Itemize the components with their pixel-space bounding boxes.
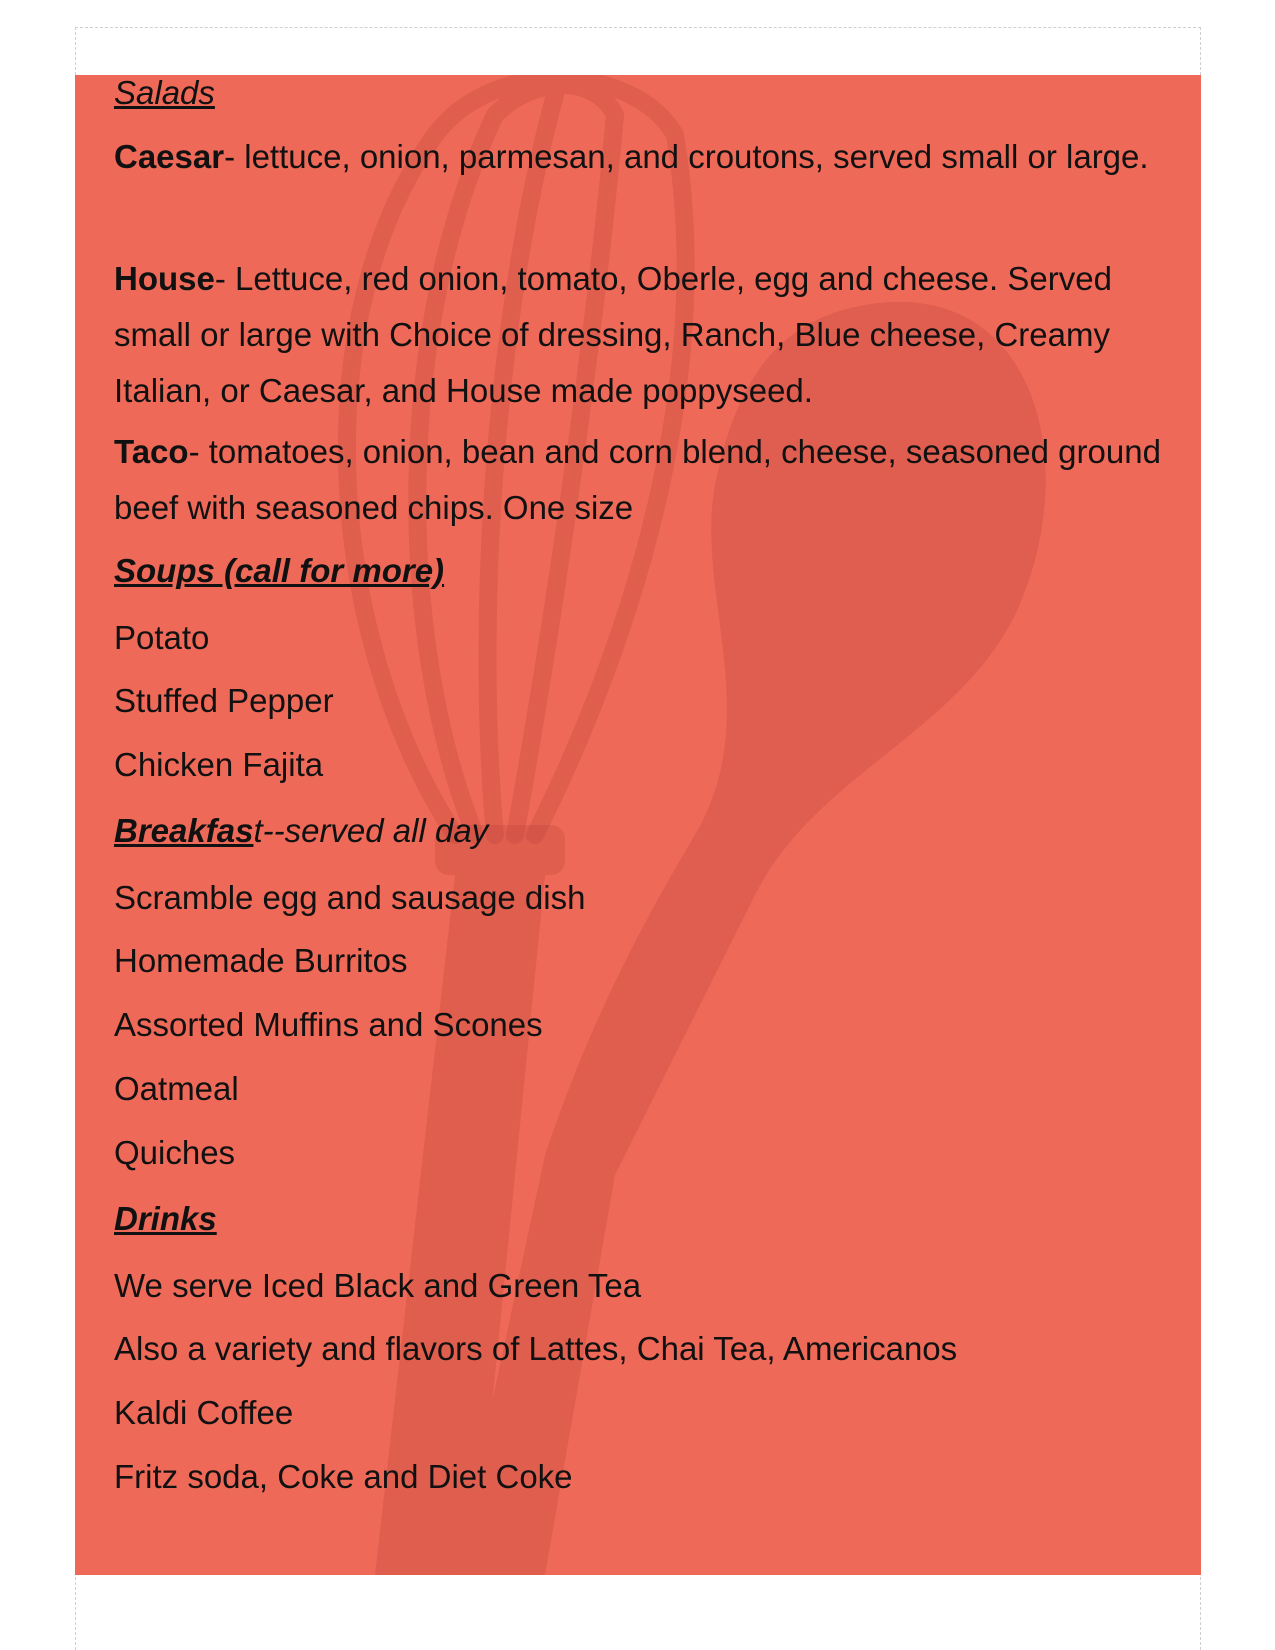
menu-item-caesar	[114, 129, 1164, 185]
item-name: Caesar	[114, 138, 225, 175]
item-description: - Lettuce, red onion, tomato, Oberle, egg and cheese. Served small or large with Choice of dressing, Ranch, Blue cheese, Creamy Italian, or Caesar, and House made poppyseed.	[114, 260, 1112, 409]
list-item: Homemade Burritos	[114, 942, 408, 979]
list-item: Also a variety and flavors of Lattes, Chai Tea, Americanos	[114, 1330, 958, 1367]
item-name: Taco	[114, 433, 189, 470]
list-item: Scramble egg and sausage dish	[114, 879, 586, 916]
list-item: Oatmeal	[114, 1070, 239, 1107]
breakfast-heading-bold: Breakfas	[114, 812, 254, 849]
breakfast-heading	[114, 803, 488, 859]
item-description: - tomatoes, onion, bean and corn blend, cheese, seasoned ground beef with seasoned chips. One size	[114, 433, 1161, 526]
item-description: - lettuce, onion, parmesan, and croutons, served small or large.	[224, 138, 1149, 175]
breakfast-heading-rest: t--served all day	[253, 812, 489, 849]
list-item: We serve Iced Black and Green Tea	[114, 1267, 642, 1304]
drinks-heading: Drinks	[114, 1200, 217, 1237]
list-item: Quiches	[114, 1134, 236, 1171]
soups-heading: Soups (call for more)	[114, 552, 445, 589]
menu-panel	[75, 75, 1201, 1575]
list-item: Potato	[114, 619, 210, 656]
list-item: Assorted Muffins and Scones	[114, 1006, 543, 1043]
item-name: House	[114, 260, 215, 297]
list-item: Kaldi Coffee	[114, 1394, 294, 1431]
salads-heading: Salads	[114, 75, 215, 111]
menu-item-taco	[114, 424, 1164, 536]
list-item: Stuffed Pepper	[114, 682, 334, 719]
menu-item-house	[114, 251, 1164, 419]
list-item: Fritz soda, Coke and Diet Coke	[114, 1458, 573, 1495]
list-item: Chicken Fajita	[114, 746, 324, 783]
